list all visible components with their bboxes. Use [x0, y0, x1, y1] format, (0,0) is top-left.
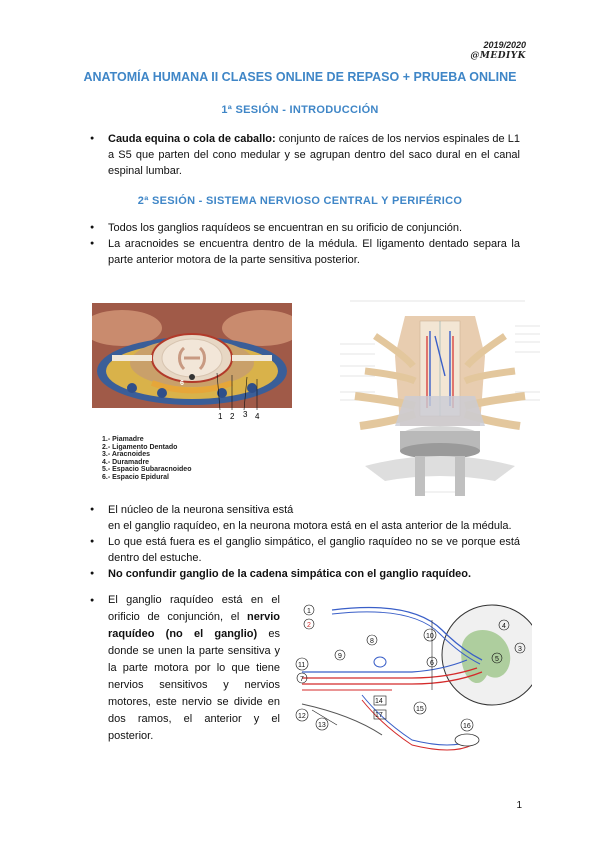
term-cauda-equina: Cauda equina o cola de caballo:: [108, 133, 276, 145]
list-item: [90, 566, 520, 582]
item-text: La aracnoides se encuentra dentro de la médula. El ligamento dentado separa la parte anterior motora de la parte sensitiva posterior.: [108, 238, 520, 266]
figure1-legend: [102, 436, 191, 482]
diagram-number: 16: [463, 723, 471, 730]
item-text: El núcleo de la neurona sensitiva está: [108, 504, 294, 516]
epidural-marker: 6: [180, 380, 184, 387]
list-item: [90, 592, 280, 745]
session1-heading: 1ª SESIÓN - INTRODUCCIÓN: [221, 104, 379, 116]
list-item: [90, 534, 520, 566]
item-text-bold: No confundir ganglio de la cadena simpática con el ganglio raquídeo.: [108, 568, 472, 580]
spinal-nerve-list: [90, 592, 280, 745]
spinal-cord-cross-section-figure: [92, 303, 292, 423]
legend-item: 5.- Espacio Subaracnoideo: [102, 466, 192, 474]
diagram-number: 10: [426, 633, 434, 640]
list-item: [90, 236, 520, 268]
list-item: [90, 131, 520, 179]
pointer-label: 3: [243, 410, 248, 419]
diagram-number: 3: [518, 646, 522, 653]
pointer-label: 4: [255, 412, 260, 421]
header-brand: @MEDIYK: [470, 51, 526, 61]
item-text: en el ganglio raquídeo, en la neurona motora está en el asta anterior de la médula.: [108, 520, 512, 532]
header-year: 2019/2020: [483, 40, 526, 50]
list-item: [90, 220, 520, 236]
diagram-number: 13: [318, 722, 326, 729]
legend-item: 4.- Duramadre: [102, 458, 150, 466]
neuron-notes-list: [90, 502, 520, 582]
legend-item: 6.- Espacio Epidural: [102, 473, 169, 481]
diagram-number: 17: [375, 712, 383, 719]
legend-item: 2.- Ligamento Dentado: [102, 443, 178, 451]
diagram-number: 7: [300, 676, 304, 683]
item-text: es donde se unen la parte sensitiva y la parte motora por lo que tiene nervios sensitivos y nervios motores, este nervio se divide en dos ramos, el anterior y el posterior.: [108, 628, 280, 742]
diagram-number: 11: [298, 662, 306, 669]
document-title: ANATOMÍA HUMANA II CLASES ONLINE DE REPASO + PRUEBA ONLINE: [83, 70, 517, 84]
pointer-label: 2: [230, 412, 235, 421]
legend-item: 1.- Piamadre: [102, 436, 144, 443]
pointer-label: 1: [218, 412, 223, 421]
list-item: [90, 502, 520, 534]
item-text-bold: nervio raquídeo (no el ganglio): [108, 611, 280, 640]
diagram-number: 6: [430, 660, 434, 667]
session1-list: [90, 131, 520, 179]
diagram-number: 15: [416, 706, 424, 713]
diagram-number: 8: [370, 638, 374, 645]
item-text: El ganglio raquídeo está en el orificio de conjunción, el: [108, 594, 280, 623]
spinal-nerve-diagram: [292, 600, 532, 760]
diagram-number: 9: [338, 653, 342, 660]
diagram-number: 5: [495, 656, 499, 663]
diagram-number: 2: [307, 622, 311, 629]
session2-heading: 2ª SESIÓN - SISTEMA NERVIOSO CENTRAL Y PERIFÉRICO: [137, 195, 463, 207]
spinal-meninges-figure: [335, 296, 545, 500]
diagram-number: 4: [502, 623, 506, 630]
item-text: Lo que está fuera es el ganglio simpático, el ganglio raquídeo no se ve porque está dentro del estuche.: [108, 536, 520, 564]
legend-item: 3.- Aracnoides: [102, 451, 150, 459]
session2-list: [90, 220, 520, 268]
diagram-number: 14: [375, 698, 383, 705]
diagram-number: 1: [307, 608, 311, 615]
diagram-number: 12: [298, 713, 306, 720]
item-text: Todos los ganglios raquídeos se encuentran en su orificio de conjunción.: [108, 222, 463, 234]
page-number: 1: [516, 800, 522, 811]
definition-text: conjunto de raíces de los nervios espinales de L1 a S5 que parten del cono medular y se agrupan dentro del saco dural en el canal espinal lumbar.: [108, 133, 520, 177]
